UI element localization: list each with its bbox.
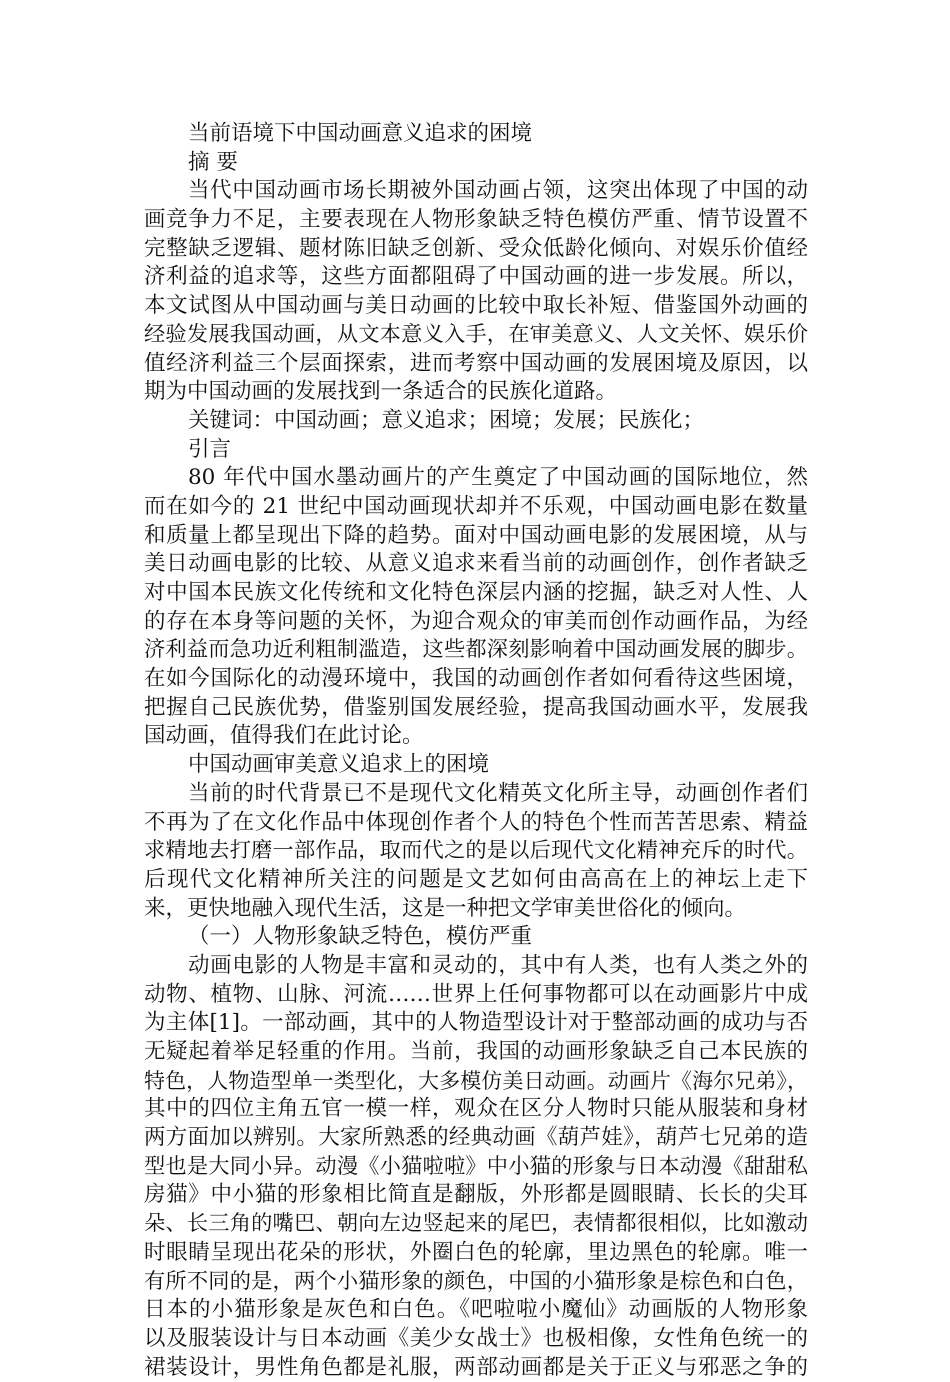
text-line: 经验发展我国动画，从文本意义入手，在审美意义、人文关怀、娱乐价 [144,321,808,347]
text-line: 来，更快地融入现代生活，这是一种把文学审美世俗化的倾向。 [144,895,747,921]
text-line: 时眼睛呈现出花朵的形状，外圈白色的轮廓，里边黑色的轮廓。唯一 [144,1239,808,1265]
text-line: 期为中国动画的发展找到一条适合的民族化道路。 [144,379,618,405]
text-line: 朵、长三角的嘴巴、朝向左边竖起来的尾巴，表情都很相似，比如激动 [144,1211,808,1237]
text-line: 裙装设计，男性角色都是礼服，两部动画都是关于正义与邪恶之争的 [144,1354,808,1380]
text-line: 当代中国动画市场长期被外国动画占领，这突出体现了中国的动 [188,178,808,204]
text-line: 对中国本民族文化传统和文化特色深层内涵的挖掘，缺乏对人性、人 [144,580,808,605]
section-heading: 中国动画审美意义追求上的困境 [188,752,490,778]
text-line: 两方面加以辨别。大家所熟悉的经典动画《葫芦娃》，葫芦七兄弟的造 [144,1125,808,1151]
text-line: 无疑起着举足轻重的作用。当前，我国的动画形象缺乏自己本民族的 [144,1039,808,1064]
abstract-heading: 摘 要 [188,149,238,175]
text-line: 动物、植物、山脉、河流……世界上任何事物都可以在动画影片中成 [144,981,808,1007]
text-line: 和质量上都呈现出下降的趋势。面对中国动画电影的发展困境，从与 [144,522,808,548]
text-line: 美日动画电影的比较、从意义追求来看当前的动画创作，创作者缺乏 [144,551,808,577]
text-line: 本文试图从中国动画与美日动画的比较中取长补短、借鉴国外动画的 [144,293,808,319]
subsection-heading: （一）人物形象缺乏特色，模仿严重 [188,924,533,950]
intro-paragraph [144,464,808,751]
document-title: 当前语境下中国动画意义追求的困境 [188,121,533,146]
text-line: 为主体[1]。一部动画，其中的人物造型设计对于整部动画的成功与否 [144,1010,808,1036]
text-line: 后现代文化精神所关注的问题是文艺如何由高高在上的神坛上走下 [144,866,808,892]
text-line: 值经济利益三个层面探索，进而考察中国动画的发展困境及原因，以 [144,350,808,376]
text-line: 不再为了在文化作品中体现创作者个人的特色个性而苦苦思索、精益 [144,809,808,835]
text-line: 把握自己民族优势，借鉴别国发展经验，提高我国动画水平，发展我 [144,694,808,720]
text-line: 济利益的追求等，这些方面都阻碍了中国动画的进一步发展。所以， [144,264,808,290]
intro-heading: 引言 [188,436,232,462]
text-line: 80 年代中国水墨动画片的产生奠定了中国动画的国际地位，然 [188,465,808,491]
text-line: 有所不同的是，两个小猫形象的颜色，中国的小猫形象是棕色和白色， [144,1268,808,1294]
subsection-paragraph [144,952,808,1382]
text-line: 以及服装设计与日本动画《美少女战士》也极相像，女性角色统一的 [144,1325,808,1351]
section-paragraph [144,780,808,923]
text-line: 日本的小猫形象是灰色和白色。《吧啦啦小魔仙》动画版的人物形象 [144,1297,808,1323]
text-line: 国动画，值得我们在此讨论。 [144,723,424,749]
text-line: 画竞争力不足，主要表现在人物形象缺乏特色模仿严重、情节设置不 [144,207,808,233]
text-line: 房猫》中小猫的形象相比简直是翻版，外形都是圆眼睛、长长的尖耳 [144,1182,808,1208]
text-line: 型也是大同小异。动漫《小猫啦啦》中小猫的形象与日本动漫《甜甜私 [144,1153,808,1179]
abstract-paragraph [144,177,808,407]
text-line: 其中的四位主角五官一模一样，观众在区分人物时只能从服装和身材 [144,1096,808,1122]
text-line: 在如今国际化的动漫环境中，我国的动画创作者如何看待这些困境， [144,666,808,692]
text-line: 而在如今的 21 世纪中国动画现状却并不乐观，中国动画电影在数量 [144,493,808,519]
document-page [144,120,808,1382]
text-line: 动画电影的人物是丰富和灵动的，其中有人类，也有人类之外的 [188,952,808,978]
text-line: 完整缺乏逻辑、题材陈旧缺乏创新、受众低龄化倾向、对娱乐价值经 [144,235,808,261]
text-line: 当前的时代背景已不是现代文化精英文化所主导，动画创作者们 [188,780,808,806]
text-line: 的存在本身等问题的关怀，为迎合观众的审美而创作动画作品，为经 [144,608,808,634]
text-line: 求精地去打磨一部作品，取而代之的是以后现代文化精神充斥的时代。 [144,838,808,864]
text-line: 济利益而急功近利粗制滥造，这些都深刻影响着中国动画发展的脚步。 [144,637,808,663]
text-line: 特色，人物造型单一类型化，大多模仿美日动画。动画片《海尔兄弟》， [144,1068,808,1093]
keywords-line: 关键词：中国动画；意义追求；困境；发展；民族化； [188,407,705,433]
